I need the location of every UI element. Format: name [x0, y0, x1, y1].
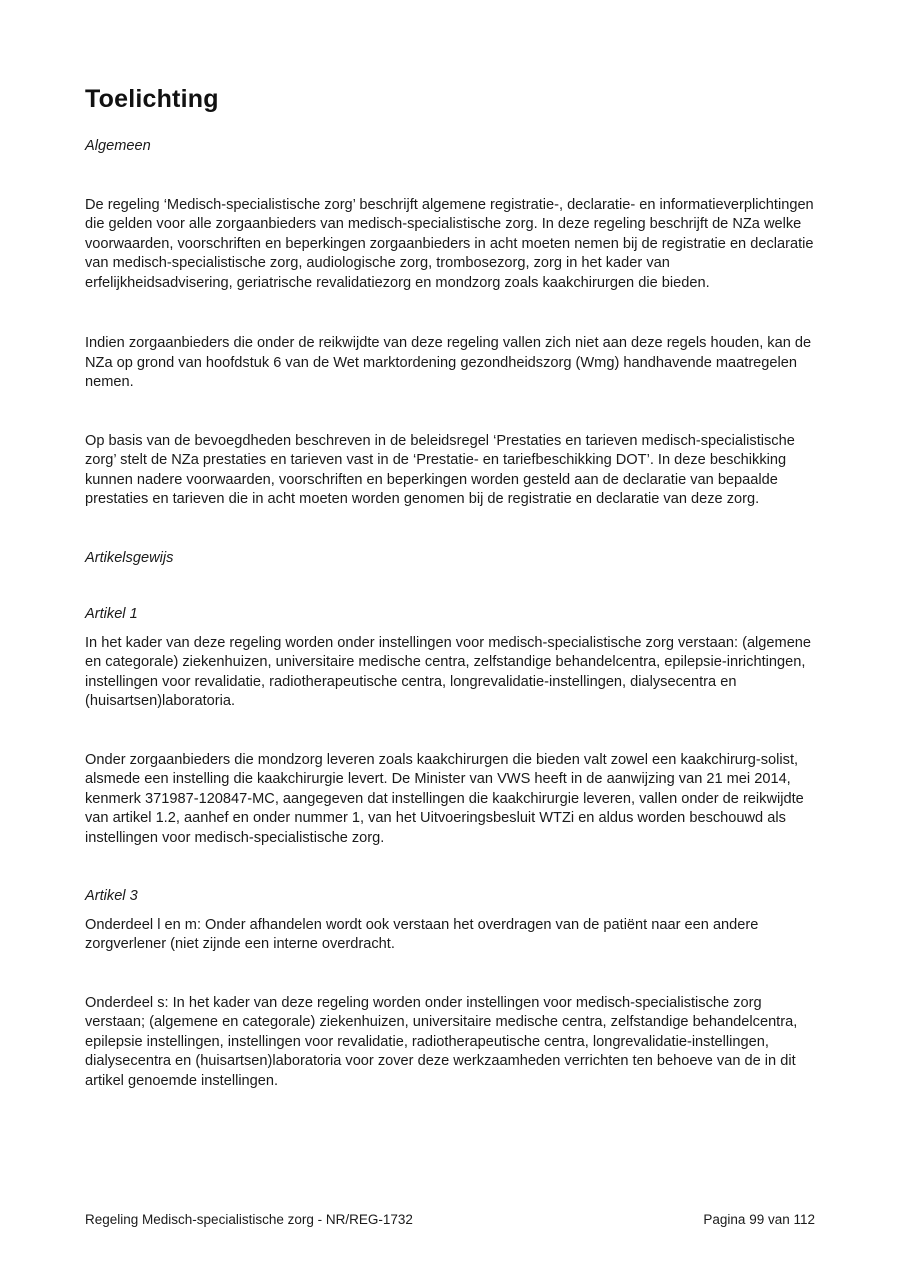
paragraph-handhaving: Indien zorgaanbieders die onder de reikwijdte van deze regeling vallen zich niet aan deze regels houden, kan de NZa op grond van hoofdstuk 6 van de Wet marktordening gezondheidszorg (Wmg) handhavende maatregelen nemen. — [85, 335, 812, 390]
section-heading-algemeen: Algemeen — [85, 138, 151, 154]
footer-page-number: Pagina 99 van 112 — [703, 1212, 815, 1227]
document-content — [85, 0, 815, 1091]
paragraph-artikel3-onderdeel-s: Onderdeel s: In het kader van deze regeling worden onder instellingen voor medisch-specialistische zorg verstaan; (algemene en categorale) ziekenhuizen, universitaire medische centra, zelfstandige behandelcentra, epilepsie instellingen, instellingen voor revalidatie, radiotherapeutische centra, longrevalidatie-instellingen, dialysecentra en (huisartsen)laboratoria voor zover deze werkzaamheden verrichten ten behoeve van de in dit artikel genoemde instellingen. — [85, 994, 798, 1089]
page-footer — [85, 1211, 815, 1228]
section-heading-artikelsgewijs: Artikelsgewijs — [85, 549, 174, 566]
paragraph-bevoegdheden: Op basis van de bevoegdheden beschreven in de beleidsregel ‘Prestaties en tarieven medisch-specialistische zorg’ stelt de NZa prestaties en tarieven vast in de ‘Prestatie- en tariefbeschikking DOT’. In deze beschikking kunnen nadere voorwaarden, voorschriften en beperkingen worden gesteld aan de declaratie van bepaalde prestaties en tarieven die in acht moeten worden genomen bij de registratie en declaratie van deze zorg. — [85, 432, 795, 507]
section-heading-artikel-1: Artikel 1 — [85, 606, 138, 622]
page-title: Toelichting — [85, 85, 219, 113]
footer-document-reference: Regeling Medisch-specialistische zorg - NR/REG-1732 — [85, 1212, 413, 1227]
paragraph-artikel3-onderdeel-l-m: Onderdeel l en m: Onder afhandelen wordt ook verstaan het overdragen van de patiënt naar een andere zorgverlener (niet zijnde een interne overdracht. — [85, 916, 759, 952]
paragraph-artikel1-instellingen: In het kader van deze regeling worden onder instellingen voor medisch-specialistische zorg verstaan: (algemene en categorale) ziekenhuizen, universitaire medische centra, zelfstandige behandelcentra, epilepsie-inrichtingen, instellingen voor revalidatie, radiotherapeutische centra, longrevalidatie-instellingen, dialysecentra en (huisartsen)laboratoria. — [85, 634, 812, 709]
paragraph-artikel1-kaakchirurgie: Onder zorgaanbieders die mondzorg leveren zoals kaakchirurgen die bieden valt zowel een kaakchirurg-solist, alsmede een instelling die kaakchirurgie levert. De Minister van VWS heeft in de aanwijzing van 21 mei 2014, kenmerk 371987-120847-MC, aangegeven dat instellingen die kaakchirurgie leveren, vallen onder de reikwijdte van artikel 1.2, aanhef en onder nummer 1, van het Uitvoeringsbesluit WTZi en aldus worden beschouwd als instellingen voor medisch-specialistische zorg. — [85, 751, 804, 846]
section-heading-artikel-3: Artikel 3 — [85, 888, 138, 904]
paragraph-regeling-beschrijft: De regeling ‘Medisch-specialistische zorg’ beschrijft algemene registratie-, declaratie- en informatieverplichtingen die gelden voor alle zorgaanbieders van medisch-specialistische zorg. In deze regeling beschrijft de NZa welke voorwaarden, voorschriften en beperkingen zorgaanbieders in acht moeten nemen bij de registratie en declaratie van medisch-specialistische zorg, audiologische zorg, trombosezorg, zorg in het kader van erfelijkheidsadvisering, geriatrische revalidatiezorg en mondzorg zoals kaakchirurgen die bieden. — [85, 196, 814, 291]
